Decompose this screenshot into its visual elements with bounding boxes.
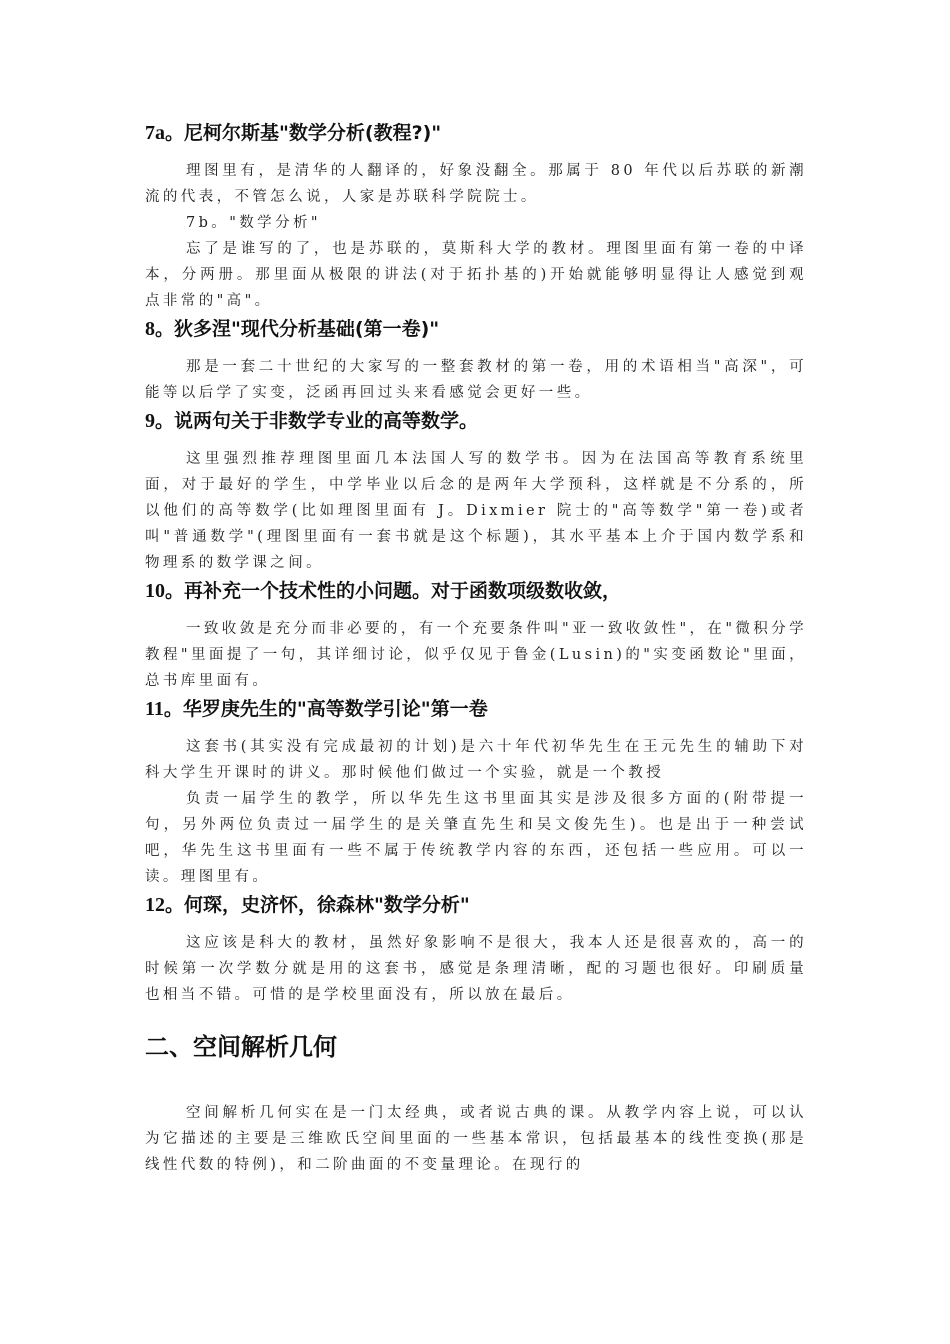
paragraph: 那是一套二十世纪的大家写的一整套教材的第一卷，用的术语相当"高深"，可能等以后学了实变，泛函再回过头来看感觉会更好一些。 bbox=[145, 359, 807, 401]
paragraph: 这应该是科大的教材，虽然好象影响不是很大，我本人还是很喜欢的，高一的时候第一次学数分就是用的这套书，感觉是条理清晰，配的习题也很好。印刷质量也相当不错。可惜的是学校里面没有，所以放在最后。 bbox=[145, 935, 807, 1003]
section-heading-8 bbox=[145, 314, 807, 344]
document-page bbox=[145, 118, 807, 1178]
section-title: 。再补充一个技术性的小问题。对于函数项级数收敛， bbox=[165, 580, 622, 602]
section-heading-11 bbox=[145, 694, 807, 724]
chapter-title: 二、空间解析几何 bbox=[145, 1033, 337, 1061]
paragraph: 这套书(其实没有完成最初的计划)是六十年代初华先生在王元先生的辅助下对科大学生开课时的讲义。那时候他们做过一个实验，就是一个教授 bbox=[145, 739, 807, 781]
section-number: 10 bbox=[145, 580, 165, 602]
section-title: 。尼柯尔斯基"数学分析(教程?)" bbox=[165, 122, 442, 144]
section-title: 。说两句关于非数学专业的高等数学。 bbox=[155, 410, 479, 432]
paragraph: 忘了是谁写的了，也是苏联的，莫斯科大学的教材。理图里面有第一卷的中译本，分两册。那里面从极限的讲法(对于拓扑基的)开始就能够明显得让人感觉到观点非常的"高"。 bbox=[145, 241, 807, 309]
section-number: 7a bbox=[145, 122, 165, 144]
section-heading-12 bbox=[145, 890, 807, 920]
section-heading-10 bbox=[145, 576, 807, 606]
paragraph: 这里强烈推荐理图里面几本法国人写的数学书。因为在法国高等教育系统里面，对于最好的学生，中学毕业以后念的是两年大学预科，这样就是不分系的，所以他们的高等数学(比如理图里面有 J。Dixmier 院士的"高等数学"第一卷)或者叫"普通数学"(理图里面有一套书就是这个标题)，其水平基本上介于国内数学系和物理系的数学课之间。 bbox=[145, 451, 807, 571]
section-heading-7a bbox=[145, 118, 807, 148]
paragraph: 空间解析几何实在是一门太经典，或者说古典的课。从教学内容上说，可以认为它描述的主要是三维欧氏空间里面的一些基本常识，包括最基本的线性变换(那是线性代数的特例)，和二阶曲面的不变量理论。在现行的 bbox=[145, 1105, 807, 1173]
section-title: 。华罗庚先生的"高等数学引论"第一卷 bbox=[163, 698, 488, 720]
paragraph: 负责一届学生的教学，所以华先生这书里面其实是涉及很多方面的(附带提一句，另外两位负责过一届学生的是关肇直先生和吴文俊先生)。也是出于一种尝试吧，华先生这书里面有一些不属于传统教学内容的东西，还包括一些应用。可以一读。理图里有。 bbox=[145, 791, 807, 885]
section-heading-9 bbox=[145, 406, 807, 436]
section-number: 9 bbox=[145, 410, 155, 432]
paragraph: 理图里有，是清华的人翻译的，好象没翻全。那属于 80 年代以后苏联的新潮流的代表，不管怎么说，人家是苏联科学院院士。 bbox=[145, 163, 807, 205]
section-number: 12 bbox=[145, 894, 165, 916]
section-title: 。何琛，史济怀，徐森林"数学分析" bbox=[165, 894, 470, 916]
paragraph: 一致收敛是充分而非必要的，有一个充要条件叫"亚一致收敛性"，在"微积分学教程"里面提了一句，其详细讨论，似乎仅见于鲁金(Lusin)的"实变函数论"里面，总书库里面有。 bbox=[145, 621, 807, 689]
paragraph: 7b。"数学分析" bbox=[186, 215, 321, 231]
section-number: 8 bbox=[145, 318, 155, 340]
section-title: 。狄多涅"现代分析基础(第一卷)" bbox=[155, 318, 440, 340]
section-number: 11 bbox=[145, 698, 164, 720]
